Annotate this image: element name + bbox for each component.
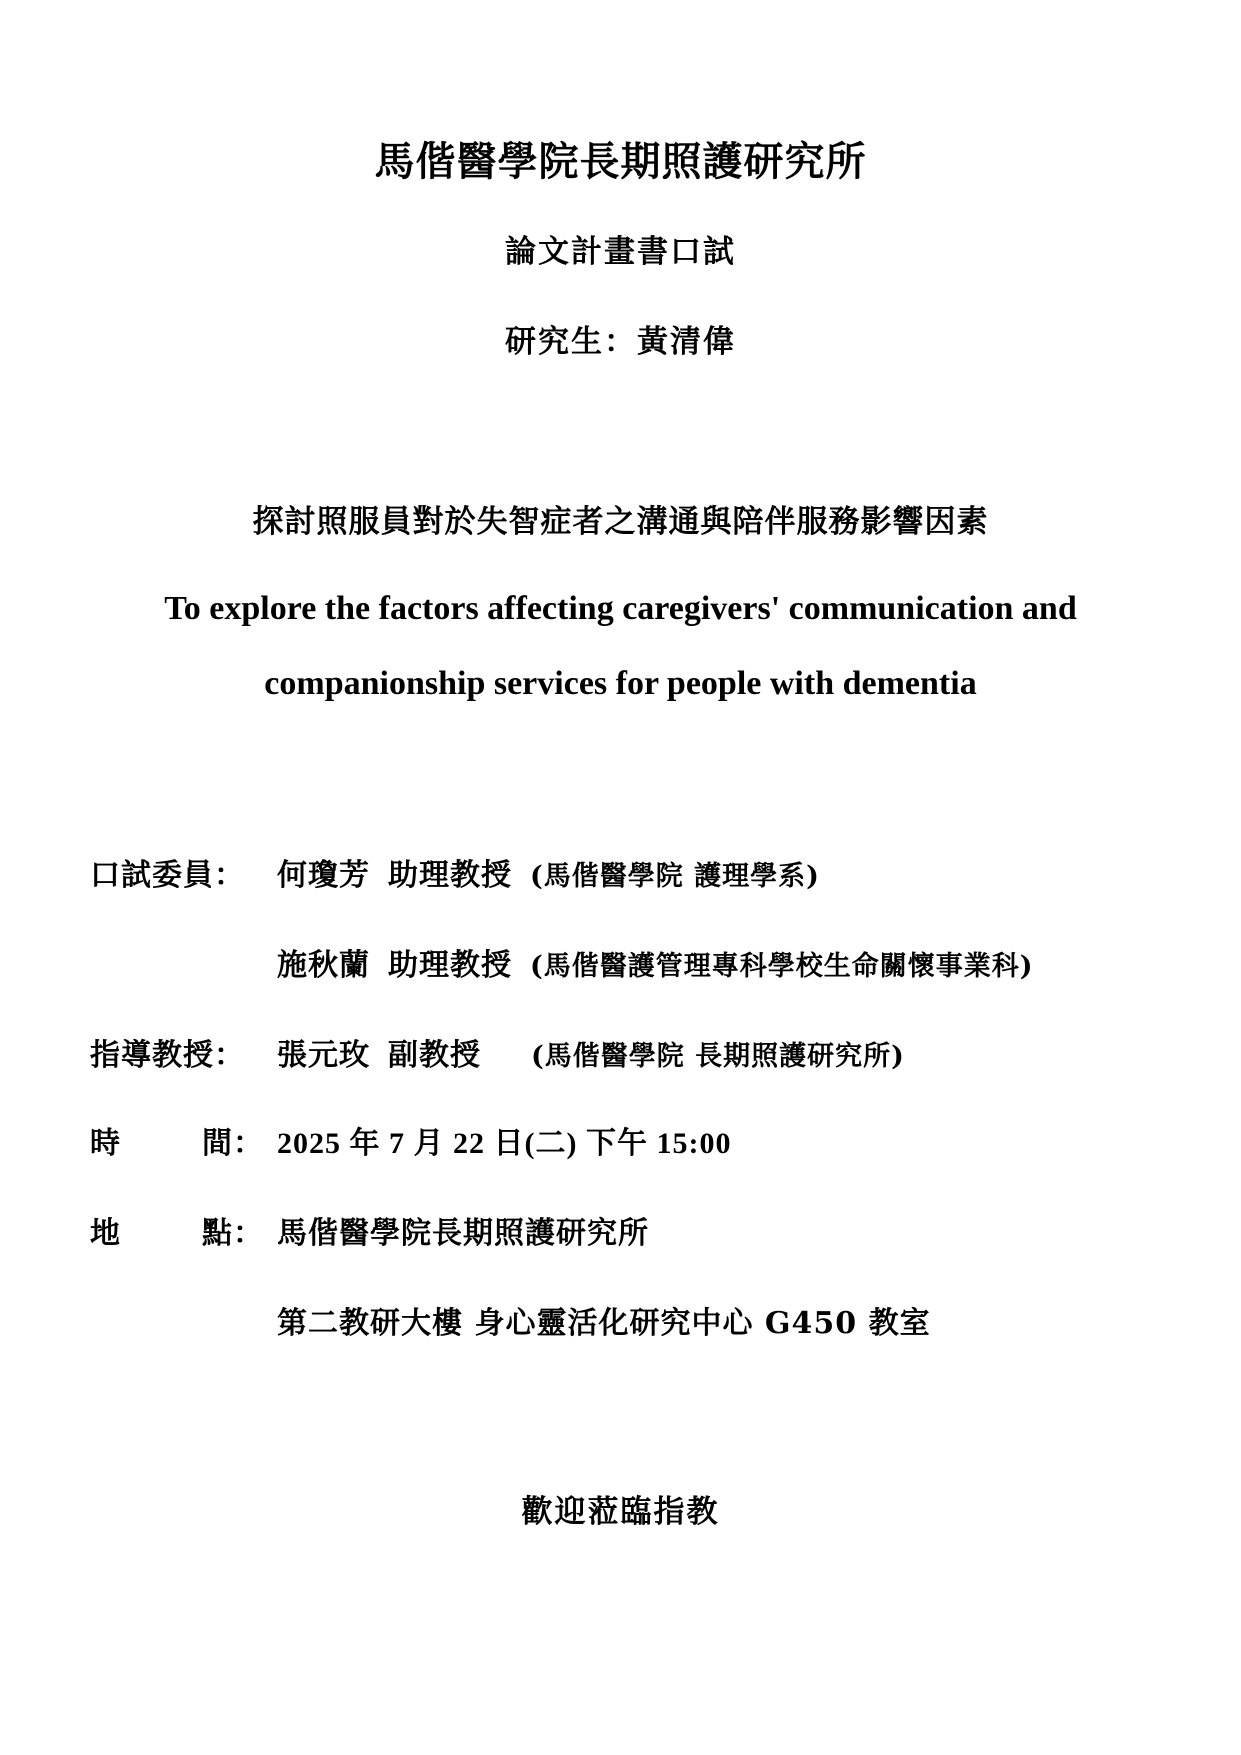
thesis-title-zh: 探討照服員對於失智症者之溝通與陪伴服務影響因素 bbox=[252, 504, 989, 540]
event-subtitle: 論文計畫書口試 bbox=[505, 234, 736, 270]
location-line2: 第二教研大樓 身心靈活化研究中心 G450 教室 bbox=[277, 1306, 931, 1341]
closing-text: 歡迎蒞臨指教 bbox=[521, 1494, 720, 1530]
committee-row-2 bbox=[90, 940, 1034, 984]
time-label: 時 間： bbox=[90, 1126, 264, 1161]
advisor-row bbox=[90, 1030, 905, 1074]
committee-label: 口試委員： bbox=[90, 858, 245, 893]
committee-member-affiliation: (馬偕醫護管理專科學校生命關懷事業科) bbox=[530, 951, 1034, 982]
location-label: 地 點： bbox=[90, 1216, 264, 1251]
committee-row-1 bbox=[90, 850, 820, 894]
advisor-label: 指導教授： bbox=[90, 1038, 245, 1073]
student-label: 研究生： bbox=[505, 324, 637, 360]
committee-member-name: 何瓊芳 bbox=[277, 858, 370, 893]
institute-title: 馬偕醫學院長期照護研究所 bbox=[374, 138, 867, 185]
time-value: 2025 年 7 月 22 日(二) 下午 15:00 bbox=[277, 1127, 732, 1160]
time-row bbox=[90, 1118, 731, 1162]
advisor-title: 副教授 bbox=[388, 1038, 481, 1073]
location-row-2 bbox=[90, 1298, 931, 1342]
student-line bbox=[0, 316, 1241, 361]
committee-member-name: 施秋蘭 bbox=[277, 948, 370, 983]
committee-member-affiliation: (馬偕醫學院 護理學系) bbox=[530, 861, 820, 892]
thesis-title-en-line1: To explore the factors affecting caregivers' communication and bbox=[164, 590, 1077, 627]
location-line1: 馬偕醫學院長期照護研究所 bbox=[277, 1216, 649, 1251]
student-name: 黃清偉 bbox=[637, 324, 736, 360]
advisor-affiliation: (馬偕醫學院 長期照護研究所) bbox=[531, 1041, 905, 1072]
location-row bbox=[90, 1208, 649, 1252]
advisor-name: 張元玫 bbox=[277, 1038, 370, 1073]
committee-member-title: 助理教授 bbox=[388, 948, 512, 983]
committee-member-title: 助理教授 bbox=[388, 858, 512, 893]
thesis-title-en-line2: companionship services for people with dementia bbox=[264, 665, 977, 702]
